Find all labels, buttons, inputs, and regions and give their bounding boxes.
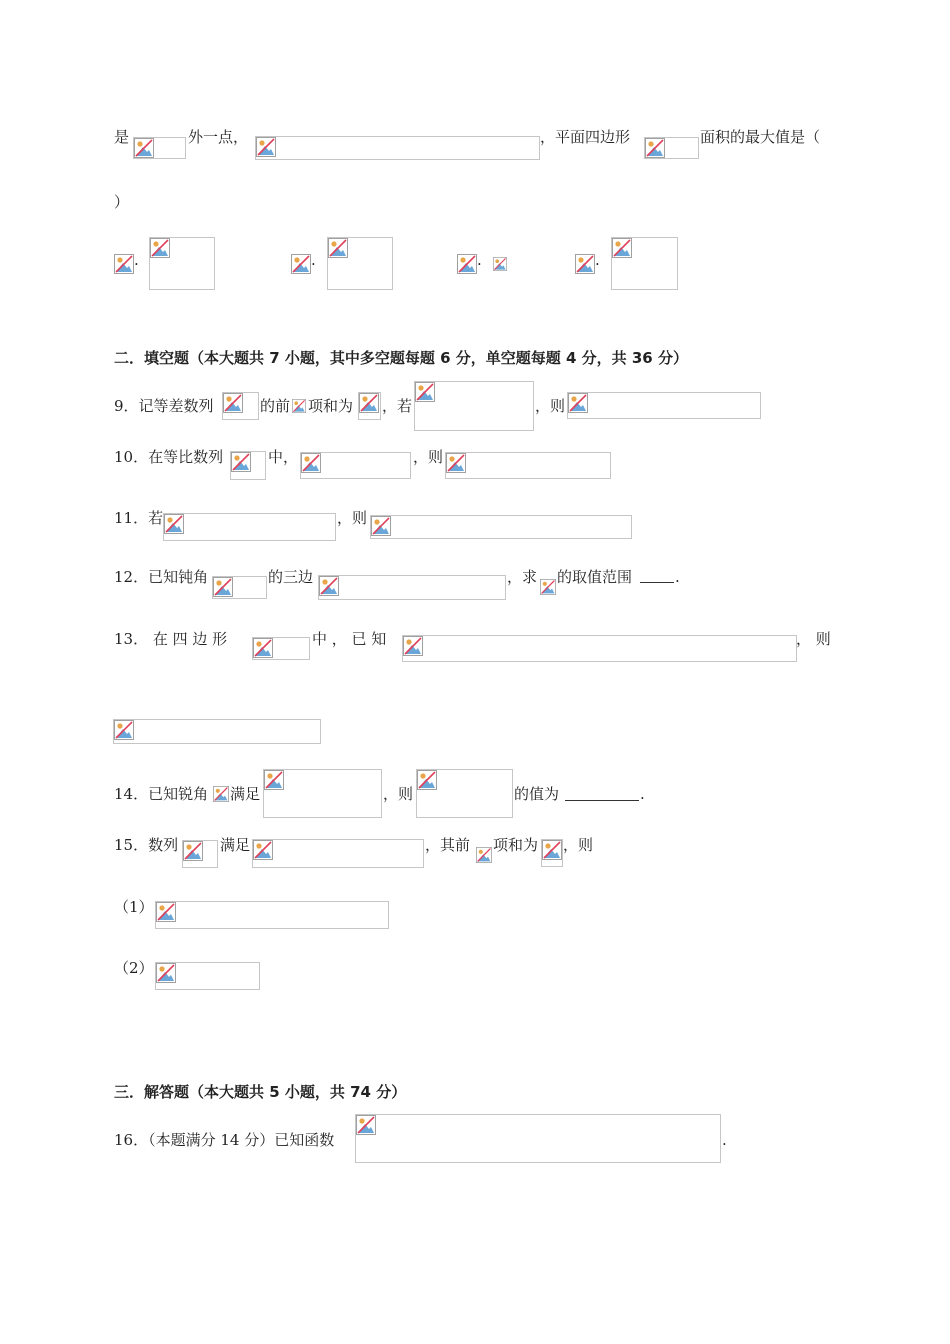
broken-image-icon [114, 254, 134, 274]
q9-text-5: ，则 [535, 397, 566, 415]
formula-image [370, 515, 632, 539]
formula-image [540, 576, 556, 598]
section-3-heading: 三．解答题（本大题共 5 小题，共 74 分） [114, 1083, 407, 1101]
option-a-label-image [114, 254, 134, 274]
q11-text-1: 11．若 [114, 509, 164, 527]
q8-text-5: ） [114, 193, 130, 211]
formula-image [155, 962, 260, 990]
broken-image-icon [417, 770, 437, 790]
formula-image [163, 513, 336, 541]
broken-image-icon [476, 846, 492, 864]
broken-image-icon [540, 576, 556, 598]
q15-text-5: ，则 [563, 836, 594, 854]
q8-text-2: 外一点， [188, 128, 249, 146]
q12-text-4: 的取值范围 [557, 568, 633, 586]
q8-text-1: 是 [114, 128, 130, 146]
q12-text-5: . [675, 568, 680, 586]
formula-image [113, 719, 321, 744]
q15-text-3: ，其前 [425, 836, 471, 854]
formula-image [358, 392, 381, 420]
q15-sub-2-label: （2） [114, 959, 154, 977]
q15-text-1: 15．数列 [114, 836, 179, 854]
formula-image [402, 635, 797, 662]
option-c-label-image [457, 254, 477, 274]
q11-text-2: ，则 [337, 509, 368, 527]
broken-image-icon [256, 137, 276, 157]
q8-text-3: ，平面四边形 [540, 128, 631, 146]
q12-text-2: 的三边 [268, 568, 314, 586]
q8-text-4: 面积的最大值是（ [700, 128, 821, 146]
q13-text-1: 13． 在 四 边 形 [114, 630, 228, 648]
broken-image-icon [371, 516, 391, 536]
broken-image-icon [301, 453, 321, 473]
option-dot: . [311, 251, 316, 269]
q13-text-2: 中 ， 已 知 [312, 630, 387, 648]
option-d-label-image [575, 254, 595, 274]
q14-text-2: 满足 [230, 785, 261, 803]
q9-text-3: 项和为 [308, 397, 354, 415]
broken-image-icon [134, 138, 154, 158]
broken-image-icon [359, 393, 379, 413]
formula-image [252, 839, 424, 868]
q15-text-2: 满足 [220, 836, 251, 854]
broken-image-icon [150, 238, 170, 258]
formula-image [212, 576, 267, 599]
formula-image [445, 452, 611, 479]
option-b-label-image [291, 254, 311, 274]
formula-image [300, 452, 411, 479]
formula-image [476, 846, 492, 864]
q9-text-1: 9．记等差数列 [114, 397, 214, 415]
broken-image-icon [493, 254, 507, 274]
broken-image-icon [223, 393, 243, 413]
formula-image [644, 137, 699, 159]
formula-image [213, 784, 229, 804]
broken-image-icon [356, 1115, 376, 1135]
broken-image-icon [253, 638, 273, 658]
q14-text-5: . [640, 785, 645, 803]
formula-image [416, 769, 513, 818]
q16-text-2: . [722, 1131, 727, 1149]
formula-image [541, 839, 563, 867]
formula-image [230, 451, 266, 480]
q10-text-2: 中， [268, 448, 299, 466]
formula-image [133, 137, 186, 159]
broken-image-icon [542, 840, 562, 860]
q12-text-3: ，求 [507, 568, 538, 586]
broken-image-icon [403, 636, 423, 656]
broken-image-icon [457, 254, 477, 274]
broken-image-icon [446, 453, 466, 473]
formula-image [414, 381, 534, 431]
option-a-image [149, 237, 215, 290]
broken-image-icon [264, 770, 284, 790]
q16-text-1: 16．（本题满分 14 分）已知函数 [114, 1131, 335, 1149]
formula-image [355, 1114, 721, 1163]
broken-image-icon [291, 254, 311, 274]
broken-image-icon [183, 841, 203, 861]
option-b-image [327, 237, 393, 290]
formula-image [255, 136, 540, 160]
option-dot: . [134, 251, 139, 269]
answer-blank [640, 568, 674, 583]
broken-image-icon [213, 784, 229, 804]
formula-image [263, 769, 382, 818]
formula-image [292, 398, 306, 416]
broken-image-icon [114, 720, 134, 740]
q15-sub-1-label: （1） [114, 898, 154, 916]
q14-text-4: 的值为 [514, 785, 560, 803]
q14-text-1: 14．已知锐角 [114, 785, 209, 803]
broken-image-icon [415, 382, 435, 402]
section-2-heading: 二．填空题（本大题共 7 小题，其中多空题每题 6 分，单空题每题 4 分，共 36 分） [114, 349, 688, 367]
q12-text-1: 12．已知钝角 [114, 568, 209, 586]
formula-image [222, 392, 259, 420]
q9-text-2: 的前 [260, 397, 291, 415]
formula-image [182, 840, 218, 868]
broken-image-icon [568, 393, 588, 413]
broken-image-icon [612, 238, 632, 258]
broken-image-icon [292, 398, 306, 414]
q13-text-3: ， 则 [796, 630, 831, 648]
option-dot: . [477, 251, 482, 269]
broken-image-icon [319, 576, 339, 596]
formula-image [567, 392, 761, 419]
q9-text-4: ，若 [382, 397, 413, 415]
broken-image-icon [645, 138, 665, 158]
broken-image-icon [156, 902, 176, 922]
broken-image-icon [164, 514, 184, 534]
option-c-image [493, 254, 507, 274]
formula-image [252, 637, 310, 660]
formula-image [155, 901, 389, 929]
option-dot: . [595, 251, 600, 269]
option-d-image [611, 237, 678, 290]
broken-image-icon [231, 452, 251, 472]
q10-text-1: 10．在等比数列 [114, 448, 224, 466]
answer-blank [565, 786, 639, 801]
q14-text-3: ，则 [383, 785, 414, 803]
broken-image-icon [328, 238, 348, 258]
q15-text-4: 项和为 [493, 836, 539, 854]
broken-image-icon [213, 577, 233, 597]
broken-image-icon [156, 963, 176, 983]
q10-text-3: ，则 [413, 448, 444, 466]
formula-image [318, 575, 506, 600]
broken-image-icon [575, 254, 595, 274]
broken-image-icon [253, 840, 273, 860]
